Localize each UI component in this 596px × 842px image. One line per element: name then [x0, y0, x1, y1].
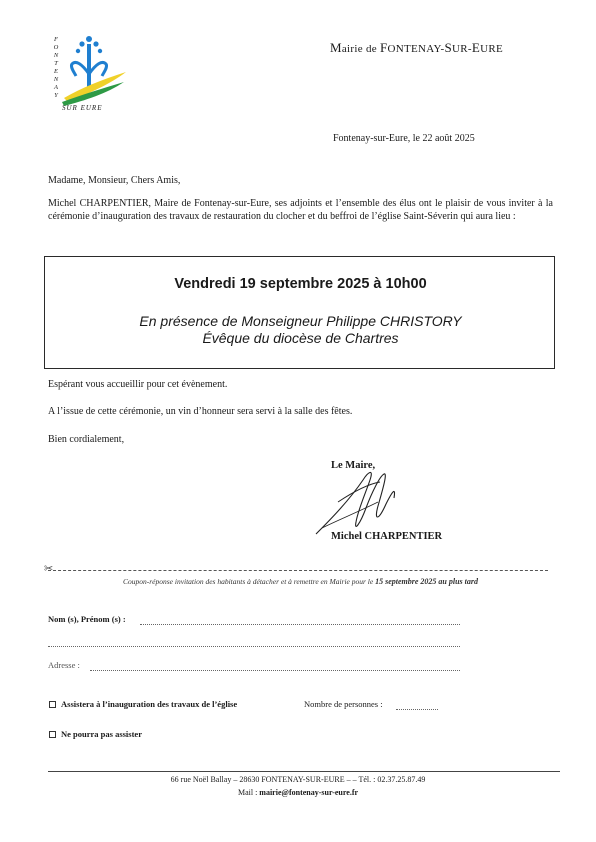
coupon-instructions [48, 577, 553, 586]
logo-letter: F [54, 36, 58, 43]
address-field-label: Adresse : [48, 660, 80, 670]
name-field-label: Nom (s), Prénom (s) : [48, 614, 126, 624]
logo-subtitle: SUR EURE [62, 104, 103, 112]
logo-letter: Y [54, 92, 58, 99]
logo-letter: N [53, 52, 59, 59]
cut-line [48, 570, 548, 571]
footer-address: 66 rue Noël Ballay – 28630 FONTENAY-SUR-EURE – – Tél. : 02.37.25.87.49 [170, 775, 426, 784]
header-title-part: S [444, 40, 453, 55]
logo-letter: N [53, 76, 59, 83]
logo-letter: T [54, 60, 58, 67]
header-title-part: E [471, 40, 481, 55]
mail-address[interactable]: mairie@fontenay-sur-eure.fr [259, 788, 359, 797]
persons-field-label: Nombre de personnes : [304, 699, 383, 709]
hope-sentence: Espérant vous accueillir pour cet évènement. [48, 379, 228, 390]
event-box [44, 256, 555, 369]
logo-letter: A [54, 84, 58, 91]
logo-vertical-letters [52, 36, 60, 100]
event-role: Évêque du diocèse de Chartres [202, 330, 399, 346]
logo-letter: O [53, 44, 59, 51]
name-field[interactable] [140, 624, 460, 625]
closing: Bien cordialement, [48, 434, 125, 445]
event-presence: En présence de Monseigneur Philippe CHRISTORY [139, 313, 462, 329]
persons-field[interactable] [396, 709, 438, 710]
decline-checkbox[interactable] [49, 731, 56, 738]
coupon-note-text: Coupon-réponse invitation des habitants à détacher et à remettre en Mairie pour le [122, 577, 376, 586]
signatory-name: Michel CHARPENTIER [331, 531, 443, 542]
header-title-part: airie de [341, 43, 380, 55]
attend-checkbox[interactable] [49, 701, 56, 708]
header-title-part: UR- [452, 43, 472, 55]
reception-sentence: A l’issue de cette cérémonie, un vin d’honneur sera servi à la salle des fêtes. [48, 406, 353, 417]
decline-label: Ne pourra pas assister [61, 729, 142, 739]
footer-mail [0, 788, 596, 797]
header-title-part: F [379, 40, 388, 55]
header-title-part: M [330, 40, 342, 55]
mairie-header-title [330, 40, 503, 56]
address-field[interactable] [90, 670, 460, 671]
attend-label: Assistera à l’inauguration des travaux de l’église [61, 699, 238, 709]
header-title-part: ONTENAY- [387, 43, 445, 55]
letter-date: Fontenay-sur-Eure, le 22 août 2025 [333, 133, 475, 144]
event-date: Vendredi 19 septembre 2025 à 10h00 [174, 276, 427, 292]
name-field-continuation[interactable] [48, 646, 460, 647]
coupon-deadline: 15 septembre 2025 au plus tard [375, 577, 479, 586]
intro-paragraph: Michel CHARPENTIER, Maire de Fontenay-sur-Eure, ses adjoints et l’ensemble des élus ont le plaisir de vous inviter à la cérémonie d’inauguration des travaux de restauration du clocher et du beffroi de l’église Saint-Séverin qui aura lieu : [48, 198, 553, 222]
scissors-icon: ✂ [44, 563, 54, 575]
logo-letter: E [54, 68, 58, 75]
footer-rule [48, 771, 560, 772]
header-title-part: URE [480, 43, 504, 55]
greeting: Madame, Monsieur, Chers Amis, [48, 175, 181, 186]
signatory-title: Le Maire, [331, 460, 376, 471]
mail-label: Mail : [237, 788, 260, 797]
